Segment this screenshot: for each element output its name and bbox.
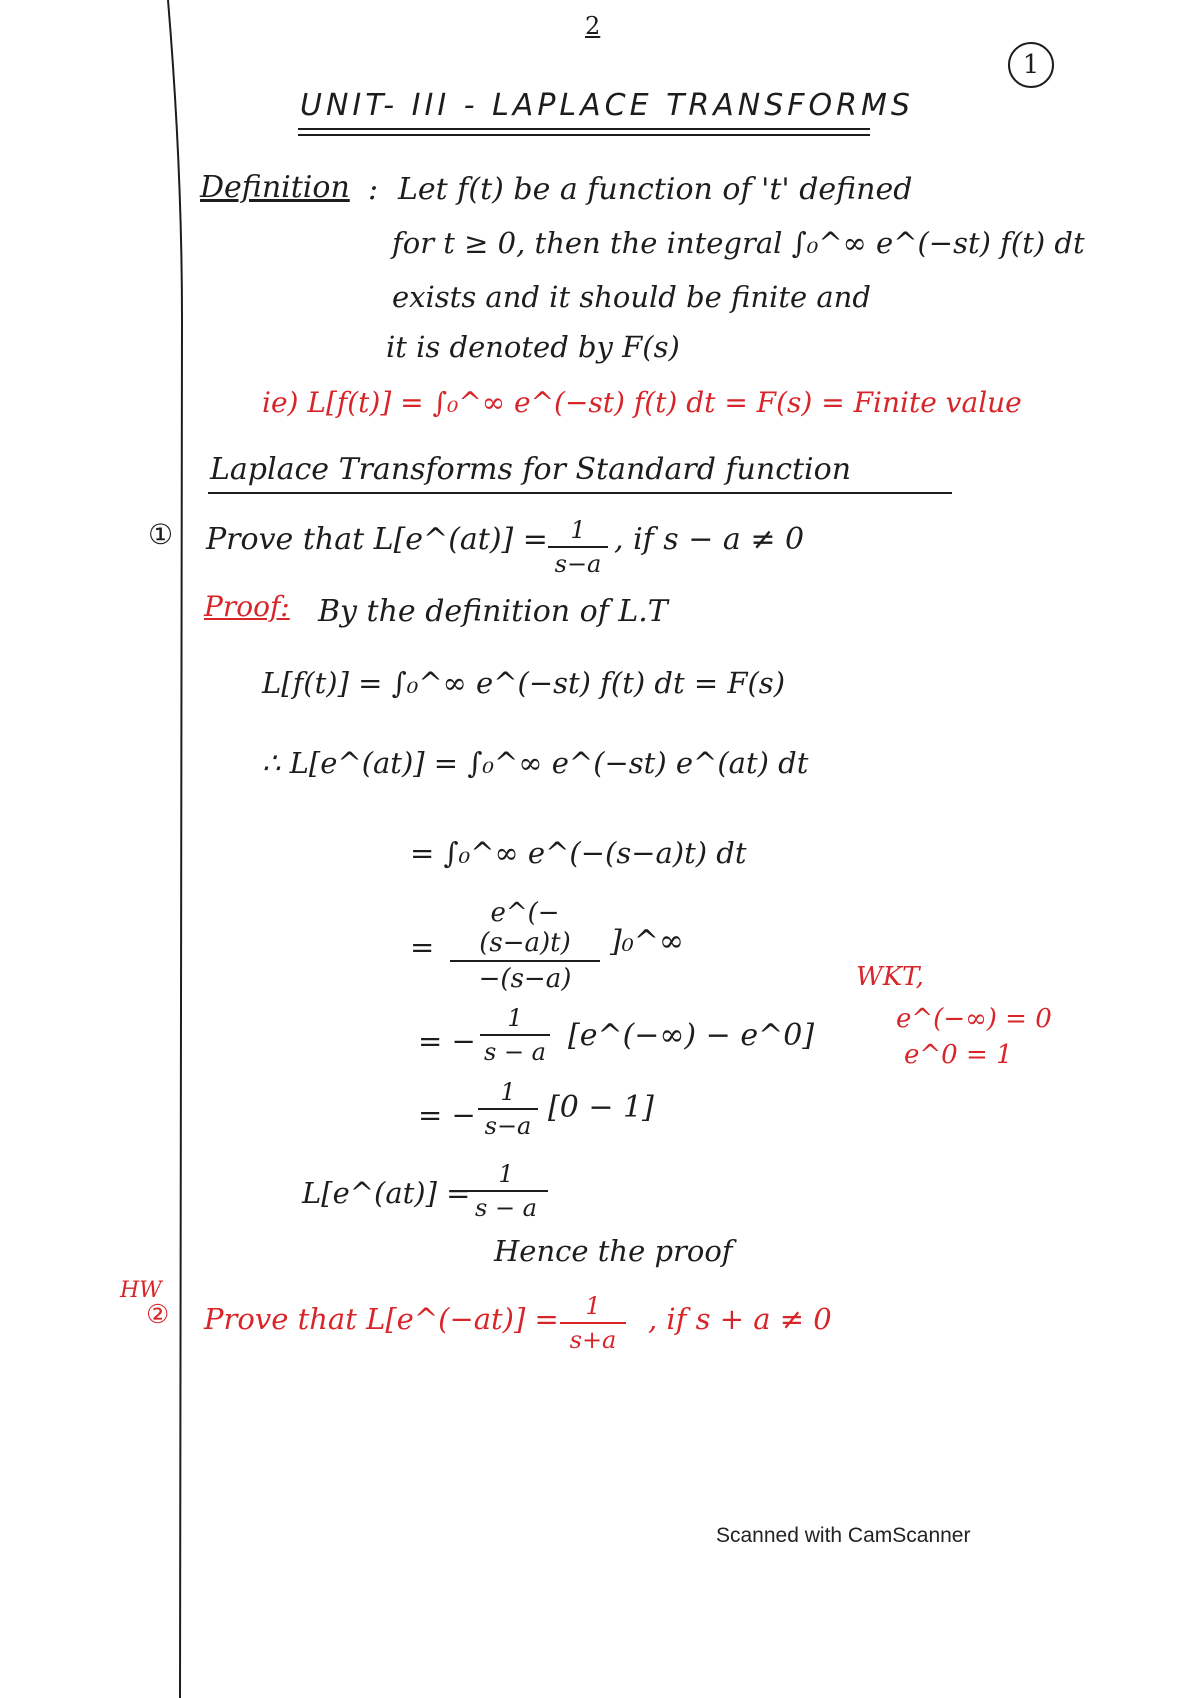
page-title: UNIT- III - LAPLACE TRANSFORMS xyxy=(300,88,914,123)
proof-step-4-limits: ]₀^∞ xyxy=(610,924,684,959)
wkt-label: WKT, xyxy=(856,962,924,992)
title-underline xyxy=(298,128,870,130)
definition-line-2: for t ≥ 0, then the integral ∫₀^∞ e^(−st) f(t) dt xyxy=(392,226,1085,260)
margin-rule xyxy=(160,0,200,1698)
proof-step-4-numerator: e^(−(s−a)t) xyxy=(479,898,571,958)
definition-line-3: exists and it should be finite and xyxy=(392,280,871,314)
section-heading-underline xyxy=(208,492,952,494)
proof-step-6-fraction xyxy=(478,1078,538,1140)
title-underline-2 xyxy=(298,134,870,136)
proof-step-6-denominator: s−a xyxy=(484,1112,532,1140)
proof-step-6-numerator: 1 xyxy=(500,1078,516,1106)
proof-intro: By the definition of L.T xyxy=(318,594,668,629)
homework-denominator: s+a xyxy=(569,1326,617,1354)
proof-step-3: = ∫₀^∞ e^(−(s−a)t) dt xyxy=(410,836,747,870)
definition-formula: ie) L[f(t)] = ∫₀^∞ e^(−st) f(t) dt = F(s) = Finite value xyxy=(262,386,1022,419)
wkt-line-2: e^0 = 1 xyxy=(904,1040,1013,1070)
problem-1-fraction xyxy=(548,516,608,578)
proof-step-6-bracket: [0 − 1] xyxy=(548,1090,654,1125)
page-number-circle xyxy=(1008,42,1054,88)
proof-step-5-fraction xyxy=(480,1004,550,1066)
proof-step-5-denominator: s − a xyxy=(484,1038,546,1066)
proof-result-lhs: L[e^(at)] = xyxy=(302,1176,471,1210)
scanner-watermark: Scanned with CamScanner xyxy=(716,1524,971,1547)
homework-fraction xyxy=(560,1292,626,1354)
problem-1-condition: , if s − a ≠ 0 xyxy=(614,522,805,557)
definition-line-1: Let f(t) be a function of 't' defined xyxy=(398,172,913,207)
wkt-line-1: e^(−∞) = 0 xyxy=(896,1004,1052,1034)
proof-result-fraction xyxy=(464,1160,548,1222)
proof-result-numerator: 1 xyxy=(498,1160,514,1188)
problem-1-numerator: 1 xyxy=(570,516,586,544)
homework-text: Prove that L[e^(−at)] = xyxy=(204,1302,559,1336)
problem-1-denominator: s−a xyxy=(554,550,602,578)
proof-step-4-fraction xyxy=(450,898,600,994)
homework-numerator: 1 xyxy=(585,1292,601,1320)
homework-tag: HW xyxy=(120,1278,162,1303)
definition-colon: : xyxy=(368,172,379,207)
section-heading: Laplace Transforms for Standard function xyxy=(210,452,852,487)
page-number: 1 xyxy=(1022,50,1040,80)
page-top-mark: 2 xyxy=(585,12,601,40)
proof-step-5-prefix: = − xyxy=(418,1024,476,1058)
proof-step-5-numerator: 1 xyxy=(507,1004,523,1032)
proof-step-4-denominator: −(s−a) xyxy=(478,964,572,994)
proof-step-6-prefix: = − xyxy=(418,1098,476,1132)
definition-line-4: it is denoted by F(s) xyxy=(386,330,680,364)
problem-1-text: Prove that L[e^(at)] = xyxy=(206,522,548,557)
homework-condition: , if s + a ≠ 0 xyxy=(648,1302,832,1336)
proof-step-4-eq: = xyxy=(410,930,435,964)
definition-label: Definition xyxy=(200,170,350,205)
homework-number: ② xyxy=(146,1300,170,1330)
proof-conclusion: Hence the proof xyxy=(494,1234,733,1268)
problem-1-number: ① xyxy=(148,518,174,551)
proof-step-1: L[f(t)] = ∫₀^∞ e^(−st) f(t) dt = F(s) xyxy=(262,666,786,700)
proof-step-5-bracket: [e^(−∞) − e^0] xyxy=(568,1018,815,1053)
proof-result-denominator: s − a xyxy=(475,1194,537,1222)
proof-label: Proof: xyxy=(204,590,290,623)
proof-step-2: ∴ L[e^(at)] = ∫₀^∞ e^(−st) e^(at) dt xyxy=(262,746,809,780)
